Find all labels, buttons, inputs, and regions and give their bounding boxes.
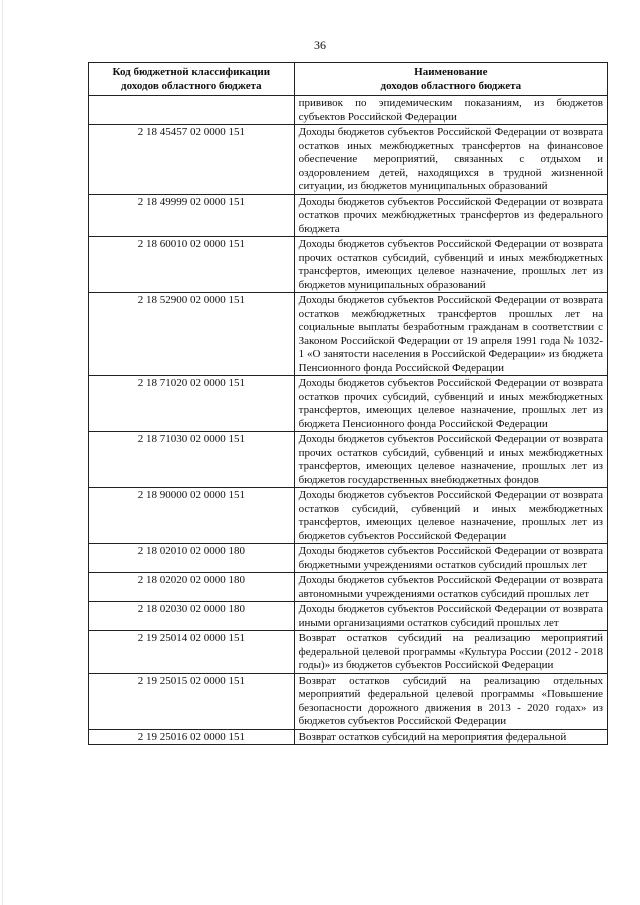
header-code-column xyxy=(89,63,295,96)
row-code: 2 19 25014 02 0000 151 xyxy=(89,631,295,674)
row-name: Возврат остатков субсидий на мероприятия федеральной xyxy=(294,729,607,745)
row-name: Доходы бюджетов субъектов Российской Федерации от возврата остатков прочих межбюджетных трансфертов из федерального бюджета xyxy=(294,194,607,237)
row-name: Доходы бюджетов субъектов Российской Федерации от возврата остатков прочих субсидий, субвенций и иных межбюджетных трансфертов, имеющих целевое назначение, прошлых лет из бюджета Пенсионного фонда Российской Федерации xyxy=(294,376,607,432)
row-code: 2 18 71030 02 0000 151 xyxy=(89,432,295,488)
row-code: 2 19 25016 02 0000 151 xyxy=(89,729,295,745)
table-row xyxy=(89,432,608,488)
budget-income-table xyxy=(88,62,608,745)
row-name: Доходы бюджетов субъектов Российской Федерации от возврата остатков субсидий, субвенций и иных межбюджетных трансфертов, имеющих целевое назначение, прошлых лет из бюджетов субъектов Российской Федерации xyxy=(294,488,607,544)
row-name: Возврат остатков субсидий на реализацию отдельных мероприятий федеральной целевой программы «Повышение безопасности дорожного движения в 2013 - 2020 годах» из бюджетов субъектов Российской Федерации xyxy=(294,673,607,729)
row-name: Доходы бюджетов субъектов Российской Федерации от возврата остатков межбюджетных трансфертов прошлых лет на социальные выплаты безработным гражданам в соответствии с Законом Российской Федерации от 19 апреля 1991 года № 1032-1 «О занятости населения в Российской Федерации» из бюджета Пенсионного фонда Российской Федерации xyxy=(294,293,607,376)
row-code: 2 18 52900 02 0000 151 xyxy=(89,293,295,376)
table-row xyxy=(89,544,608,573)
row-name: прививок по эпидемическим показаниям, из бюджетов субъектов Российской Федерации xyxy=(294,96,607,125)
row-name: Доходы бюджетов субъектов Российской Федерации от возврата иными организациями остатков субсидий прошлых лет xyxy=(294,602,607,631)
row-name: Доходы бюджетов субъектов Российской Федерации от возврата прочих остатков субсидий, субвенций и иных межбюджетных трансфертов, имеющих целевое назначение, прошлых лет из бюджетов муниципальных образований xyxy=(294,237,607,293)
row-code: 2 18 71020 02 0000 151 xyxy=(89,376,295,432)
table-row xyxy=(89,729,608,745)
row-code: 2 19 25015 02 0000 151 xyxy=(89,673,295,729)
table-row xyxy=(89,237,608,293)
header-name-line1: Наименование xyxy=(414,66,488,78)
header-code-line2: доходов областного бюджета xyxy=(121,79,262,92)
row-name: Возврат остатков субсидий на реализацию мероприятий федеральной целевой программы «Культура России (2012 - 2018 годы)» из бюджетов субъектов Российской Федерации xyxy=(294,631,607,674)
header-name-column xyxy=(294,63,607,96)
table-row xyxy=(89,376,608,432)
scan-edge xyxy=(2,0,3,905)
row-code: 2 18 90000 02 0000 151 xyxy=(89,488,295,544)
row-code: 2 18 02020 02 0000 180 xyxy=(89,573,295,602)
header-name-line2: доходов областного бюджета xyxy=(380,79,522,92)
table-row xyxy=(89,194,608,237)
table-row xyxy=(89,488,608,544)
table-row xyxy=(89,631,608,674)
row-code: 2 18 02030 02 0000 180 xyxy=(89,602,295,631)
table-row xyxy=(89,125,608,195)
table-row xyxy=(89,293,608,376)
table-row xyxy=(89,602,608,631)
table-row xyxy=(89,96,608,125)
table-header-row xyxy=(89,63,608,96)
row-name: Доходы бюджетов субъектов Российской Федерации от возврата бюджетными учреждениями остатков субсидий прошлых лет xyxy=(294,544,607,573)
row-name: Доходы бюджетов субъектов Российской Федерации от возврата прочих остатков субсидий, субвенций и иных межбюджетных трансфертов, имеющих целевое назначение, прошлых лет из бюджетов государственных внебюджетных фондов xyxy=(294,432,607,488)
header-code-line1: Код бюджетной классификации xyxy=(112,66,271,78)
page-number: 36 xyxy=(314,38,326,52)
row-code xyxy=(89,96,295,125)
row-name: Доходы бюджетов субъектов Российской Федерации от возврата автономными учреждениями остатков субсидий прошлых лет xyxy=(294,573,607,602)
row-code: 2 18 02010 02 0000 180 xyxy=(89,544,295,573)
table-row xyxy=(89,673,608,729)
row-code: 2 18 45457 02 0000 151 xyxy=(89,125,295,195)
row-code: 2 18 49999 02 0000 151 xyxy=(89,194,295,237)
row-name: Доходы бюджетов субъектов Российской Федерации от возврата остатков иных межбюджетных трансфертов на финансовое обеспечение мероприятий, связанных с отдыхом и оздоровлением детей, находящихся в трудной жизненной ситуации, из бюджетов муниципальных образований xyxy=(294,125,607,195)
table-row xyxy=(89,573,608,602)
row-code: 2 18 60010 02 0000 151 xyxy=(89,237,295,293)
